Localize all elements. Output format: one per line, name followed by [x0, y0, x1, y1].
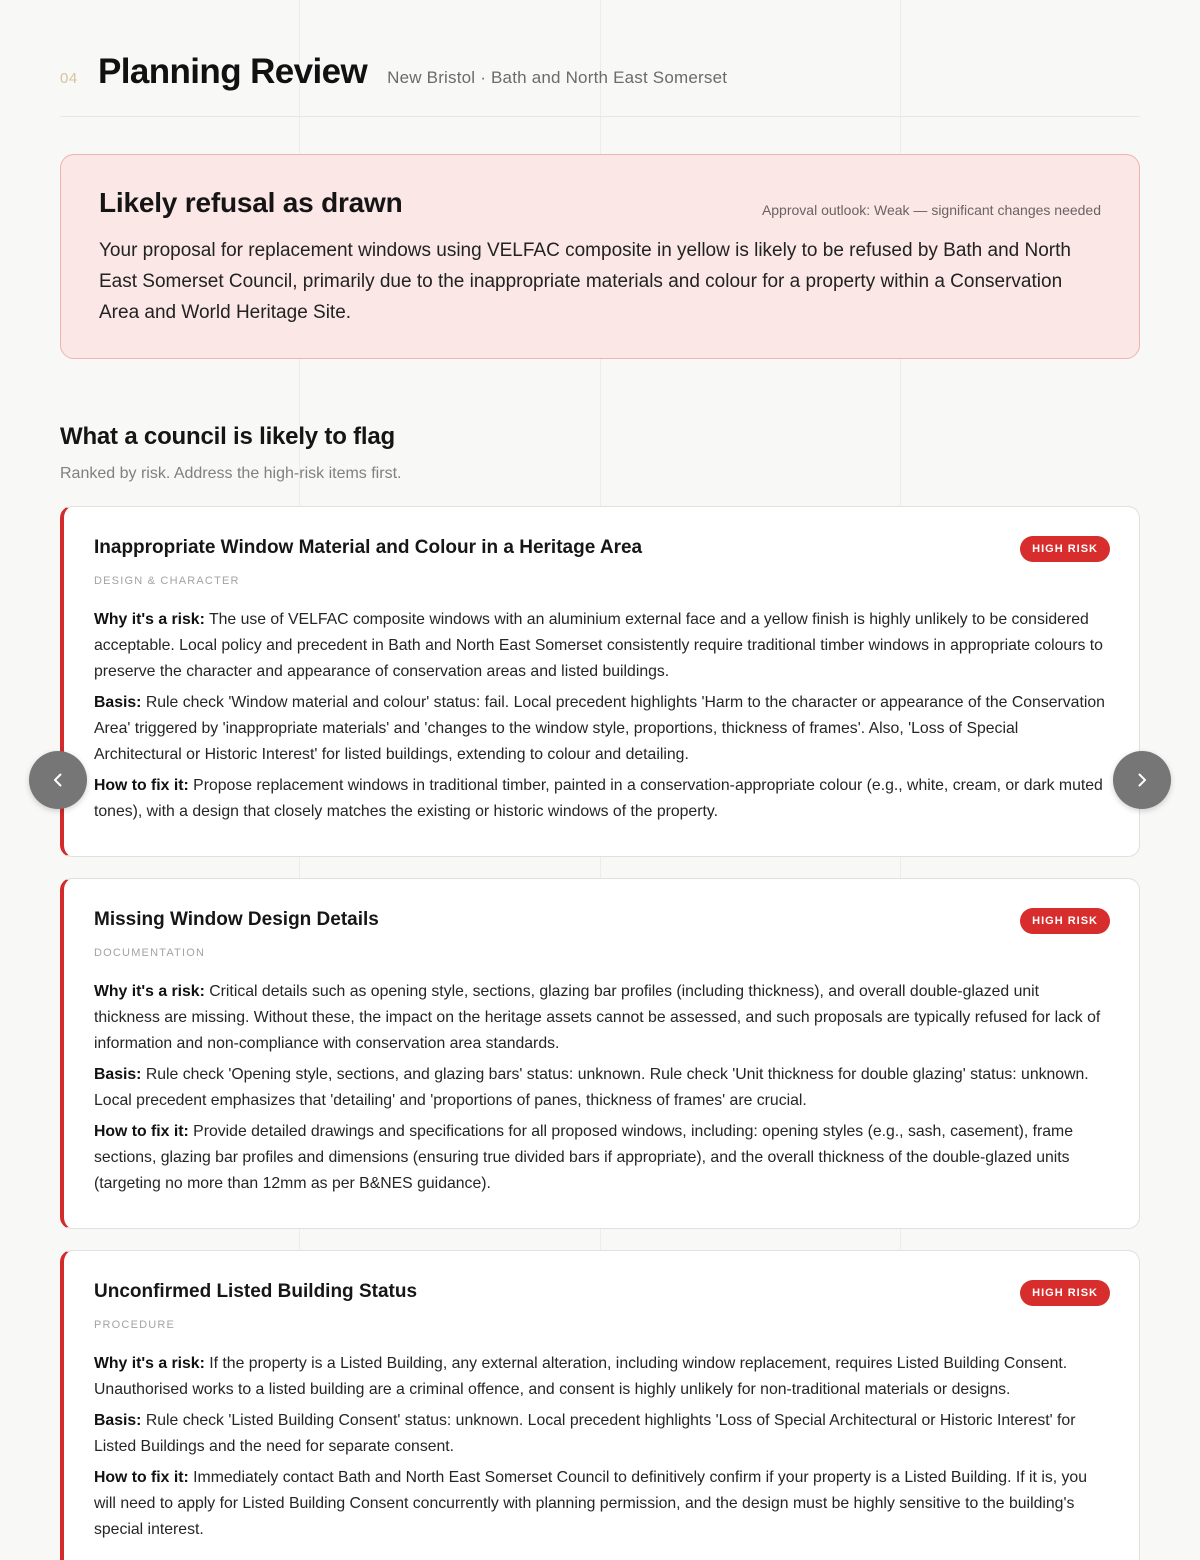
risk-basis [94, 1062, 1109, 1114]
why-label: Why it's a risk: [94, 1355, 205, 1372]
risk-level-badge: HIGH RISK [1020, 908, 1110, 934]
risk-category: DOCUMENTATION [94, 947, 206, 959]
verdict-panel [60, 154, 1140, 359]
fix-label: How to fix it: [94, 1469, 189, 1486]
carousel-prev-button[interactable] [29, 751, 87, 809]
basis-text: Rule check 'Opening style, sections, and glazing bars' status: unknown. Rule check 'Unit thickness for double glazing' status: unknown. Local precedent emphasizes that 'detailing' and 'proportions of panes, thickness of frames' are crucial. [94, 1066, 1089, 1109]
basis-text: Rule check 'Window material and colour' status: fail. Local precedent highlights 'Harm to the character or appearance of the Conservation Area' triggered by 'inappropriate materials' and 'changes to the window style, proportions, thickness of frames'. Also, 'Loss of Special Architectural or Historic Interest' for listed buildings, extending to colour and detailing. [94, 694, 1105, 763]
page-header [60, 0, 1140, 117]
risk-fix [94, 773, 1109, 825]
fix-text: Immediately contact Bath and North East Somerset Council to definitively confirm if your property is a Listed Building. If it is, you will need to apply for Listed Building Consent concurrently with planning permission, and the design must be highly sensitive to the building's special interest. [94, 1469, 1087, 1538]
risk-basis [94, 690, 1109, 768]
risk-list [60, 506, 1140, 1560]
risk-level-badge: HIGH RISK [1020, 1280, 1110, 1306]
risk-title: Unconfirmed Listed Building Status [94, 1281, 418, 1302]
risk-category: PROCEDURE [94, 1319, 176, 1331]
why-text: Critical details such as opening style, sections, glazing bar profiles (including thickness), and overall double-glazed unit thickness are missing. Without these, the impact on the heritage assets cannot be assessed, and such proposals are typically refused for lack of information and non-compliance with conservation area standards. [94, 983, 1101, 1052]
risk-level-badge: HIGH RISK [1020, 536, 1110, 562]
flags-subheading: Ranked by risk. Address the high-risk items first. [60, 465, 402, 482]
fix-label: How to fix it: [94, 1123, 189, 1140]
fix-text: Provide detailed drawings and specifications for all proposed windows, including: opening styles (e.g., sash, casement), frame sections, glazing bar profiles and dimensions (ensuring true divided bars if appropriate), and the overall thickness of the double-glazed units (targeting no more than 12mm as per B&NES guidance). [94, 1123, 1073, 1192]
risk-card [60, 1250, 1140, 1560]
flags-heading: What a council is likely to flag [60, 423, 396, 450]
chevron-left-icon [50, 772, 66, 788]
basis-text: Rule check 'Listed Building Consent' status: unknown. Local precedent highlights 'Loss of Special Architectural or Historic Interest' for Listed Buildings and the need for separate consent. [94, 1412, 1076, 1455]
verdict-title: Likely refusal as drawn [99, 187, 403, 218]
risk-title: Missing Window Design Details [94, 909, 379, 930]
risk-fix [94, 1465, 1109, 1543]
risk-why [94, 607, 1109, 685]
why-label: Why it's a risk: [94, 983, 205, 1000]
approval-outlook: Approval outlook: Weak — significant changes needed [761, 202, 1101, 218]
chevron-right-icon [1134, 772, 1150, 788]
risk-why [94, 979, 1109, 1057]
risk-card [60, 878, 1140, 1229]
fix-text: Propose replacement windows in traditional timber, painted in a conservation-appropriate colour (e.g., white, cream, or dark muted tones), with a design that closely matches the existing or historic windows of the property. [94, 777, 1103, 820]
basis-label: Basis: [94, 1412, 142, 1429]
risk-why [94, 1351, 1109, 1403]
risk-category: DESIGN & CHARACTER [94, 575, 240, 587]
section-number: 04 [60, 70, 78, 87]
fix-label: How to fix it: [94, 777, 189, 794]
basis-label: Basis: [94, 1066, 142, 1083]
why-text: If the property is a Listed Building, any external alteration, including window replacement, requires Listed Building Consent. Unauthorised works to a listed building are a criminal offence, and consent is highly unlikely for non-traditional materials or designs. [94, 1355, 1068, 1398]
basis-label: Basis: [94, 694, 142, 711]
page-subtitle: New Bristol · Bath and North East Somerset [387, 68, 728, 87]
verdict-body: Your proposal for replacement windows using VELFAC composite in yellow is likely to be refused by Bath and North East Somerset Council, primarily due to the inappropriate materials and colour for a property within a Conservation Area and World Heritage Site. [99, 240, 1071, 323]
why-text: The use of VELFAC composite windows with an aluminium external face and a yellow finish is highly unlikely to be considered acceptable. Local policy and precedent in Bath and North East Somerset consistently require traditional timber windows in appropriate colours to preserve the character and appearance of conservation areas and listed buildings. [94, 611, 1103, 680]
carousel-next-button[interactable] [1113, 751, 1171, 809]
risk-card [60, 506, 1140, 857]
risk-basis [94, 1408, 1109, 1460]
risk-title: Inappropriate Window Material and Colour in a Heritage Area [94, 537, 643, 558]
page-title: Planning Review [98, 52, 368, 91]
risk-fix [94, 1119, 1109, 1197]
why-label: Why it's a risk: [94, 611, 205, 628]
